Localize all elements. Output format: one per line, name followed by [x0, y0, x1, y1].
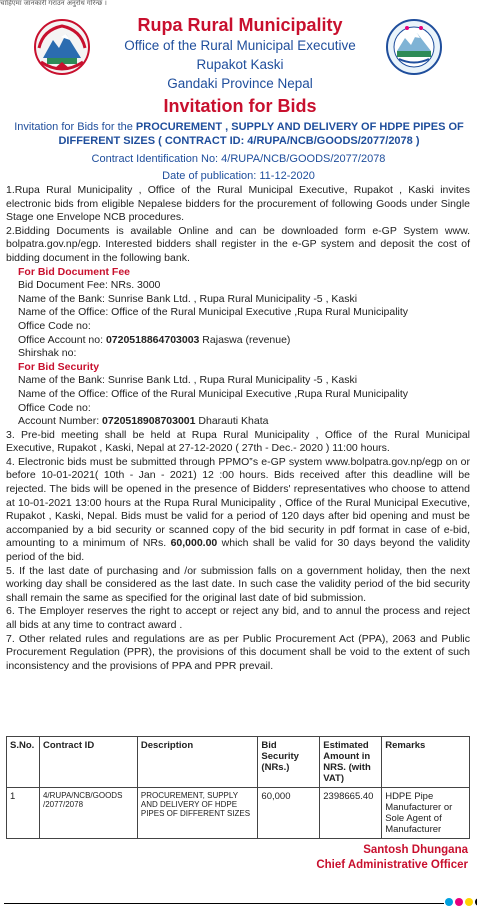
invitation-title: Invitation for Bids [163, 96, 317, 116]
cell-sno: 1 [7, 788, 40, 839]
cell-description: PROCUREMENT, SUPPLY AND DELIVERY OF HDPE PIPES OF DIFFERENT SIZES [137, 788, 258, 839]
bid-fee-account-label: Office Account no: [18, 333, 106, 346]
cell-bid-security: 60,000 [258, 788, 320, 839]
table-header-row [7, 737, 470, 788]
paragraph-6: 6. The Employer reserves the right to accept or reject any bid, and to annul the process and reject all bids at any time to contract award . [6, 605, 470, 631]
bid-security-account-no: 0720518908703001 [102, 415, 196, 428]
registration-marks [445, 898, 477, 906]
subheading-bold: PROCUREMENT , SUPPLY AND DELIVERY OF HDPE PIPES OF DIFFERENT SIZES ( CONTRACT ID: 4/RUPA/NCB/GOODS/2077/2078 ) [58, 121, 464, 147]
notice-body [6, 184, 470, 673]
header [80, 14, 400, 117]
bid-fee-account [6, 334, 470, 348]
header-bid-security: Bid Security (NRs.) [258, 737, 320, 788]
publication-date: Date of publication: 11-12-2020 [162, 170, 315, 182]
cyan-dot [445, 898, 453, 906]
municipality-title: Rupa Rural Municipality [137, 15, 343, 35]
paragraph-4-main: 4. Electronic bids must be submitted through PPMO‟s e-GP system www.bolpatra.gov.np/egp on or before 10-01-2021( 10th - Jan - 2021) 12 :00 hours. Bids received after this deadline will be rejected. The bids will be opened in the presence of Bidders' representatives who choose to attend at 10-01-2021 13:00 hours at the Rupa Rural Municipality , Office of the Rural Municipal Executive, Rupakot , Kaski, Nepal. Bids must be valid for a period of 120 days after bid opening and must be accompanied by a bid security or scanned copy of the bid security in pdf format in case of e-bid, amounting to a minimum of NRs. [6, 455, 470, 550]
bid-fee-heading: For Bid Document Fee [18, 265, 131, 278]
bid-security-office: Name of the Office: Office of the Rural Municipal Executive ,Rupa Rural Municipality [18, 387, 409, 400]
magenta-dot [455, 898, 463, 906]
province-line: Gandaki Province Nepal [167, 76, 313, 91]
paragraph-2: 2.Bidding Documents is available Online and can be downloaded form e-GP System www. bolpatra.gov.np/egp. Interested bidders shall register in the e-GP system and deposit the cost of bidding document in the following bank. [6, 224, 470, 264]
bid-fee-bank: Name of the Bank: Sunrise Bank Ltd. , Rupa Rural Municipality -5 , Kaski [18, 292, 358, 305]
bid-security-account [6, 415, 470, 429]
header-sno: S.No. [7, 737, 40, 788]
paragraph-1: 1.Rupa Rural Municipality , Office of the Rural Municipal Executive, Rupakot , Kaski invites electronic bids from eligible Nepalese bidders for the procurement of following Goods under Single Stage one Envelope NCB procedures. [6, 184, 470, 224]
bid-fee-amount: Bid Document Fee: NRs. 3000 [18, 279, 161, 292]
contract-id-line: Contract Identification No: 4/RUPA/NCB/GOODS/2077/2078 [91, 153, 386, 165]
paragraph-7: 7. Other related rules and regulations are as per Public Procurement Act (PPA), 2063 and Public Procurement Regulation (PPR), the provisions of this document shall be void to the extent of such inconsistency and the provisions of PPA and PPR prevail. [6, 632, 470, 672]
bid-security-bank: Name of the Bank: Sunrise Bank Ltd. , Rupa Rural Municipality -5 , Kaski [18, 374, 358, 387]
bid-fee-office-code: Office Code no: [18, 319, 91, 332]
table-row [7, 788, 470, 839]
signatory-title: Chief Administrative Officer [316, 859, 468, 871]
contract-table [6, 736, 470, 839]
bid-fee-office: Name of the Office: Office of the Rural Municipal Executive ,Rupa Rural Municipality [18, 306, 409, 319]
paragraph-3: 3. Pre-bid meeting shall be held at Rupa Rural Municipality , Office of the Rural Municipal Executive, Rupakot , Kaski, Nepal at 27-12-2020 ( 27th - Dec.- 2020 ) 11:00 hours. [6, 428, 470, 455]
bottom-rule [4, 903, 444, 904]
bid-security-account-suffix: Dharauti Khata [195, 415, 269, 428]
cell-remarks: HDPE Pipe Manufacturer or Sole Agent of Manufacturer [382, 788, 470, 839]
paragraph-4-amount: 60,000.00 [170, 537, 218, 550]
shirshak-no: Shirshak no: [18, 347, 77, 360]
signatory-name: Santosh Dhungana [363, 844, 468, 856]
yellow-dot [465, 898, 473, 906]
paragraph-5: 5. If the last date of purchasing and /or submission falls on a government holiday, then the next working day shall be considered as the last date. In such case the validity period of the bid security shall remain the same as specified for the original last date of bid submission. [6, 564, 470, 604]
cell-contract-id: 4/RUPA/NCB/GOODS /2077/2078 [39, 788, 137, 839]
office-line: Office of the Rural Municipal Executive [124, 38, 356, 53]
bid-fee-account-suffix: Rajaswa (revenue) [199, 333, 291, 346]
bid-fee-account-no: 0720518864703003 [105, 333, 200, 346]
top-cut-text: चाहिएमा जानकारी गराउन अनुरोध गरिन्छ । [0, 0, 107, 7]
paragraph-4 [6, 456, 470, 565]
cell-estimated-amount: 2398665.40 [320, 788, 382, 839]
location-line: Rupakot Kaski [196, 57, 284, 72]
header-remarks: Remarks [382, 737, 470, 788]
paragraph-4-tail: which shall be valid for 30 days beyond the validity period of the bid. [6, 537, 470, 564]
signature-block [316, 843, 468, 873]
header-contract-id: Contract ID [39, 737, 137, 788]
invitation-subheading [12, 120, 466, 148]
bid-security-office-code: Office Code no: [18, 401, 91, 414]
bid-security-heading: For Bid Security [18, 360, 100, 373]
subheading-prefix: Invitation for Bids for the [14, 121, 136, 133]
header-estimated-amount: Estimated Amount in NRS. (with VAT) [320, 737, 382, 788]
header-description: Description [137, 737, 258, 788]
bid-security-account-label: Account Number: [18, 415, 103, 428]
